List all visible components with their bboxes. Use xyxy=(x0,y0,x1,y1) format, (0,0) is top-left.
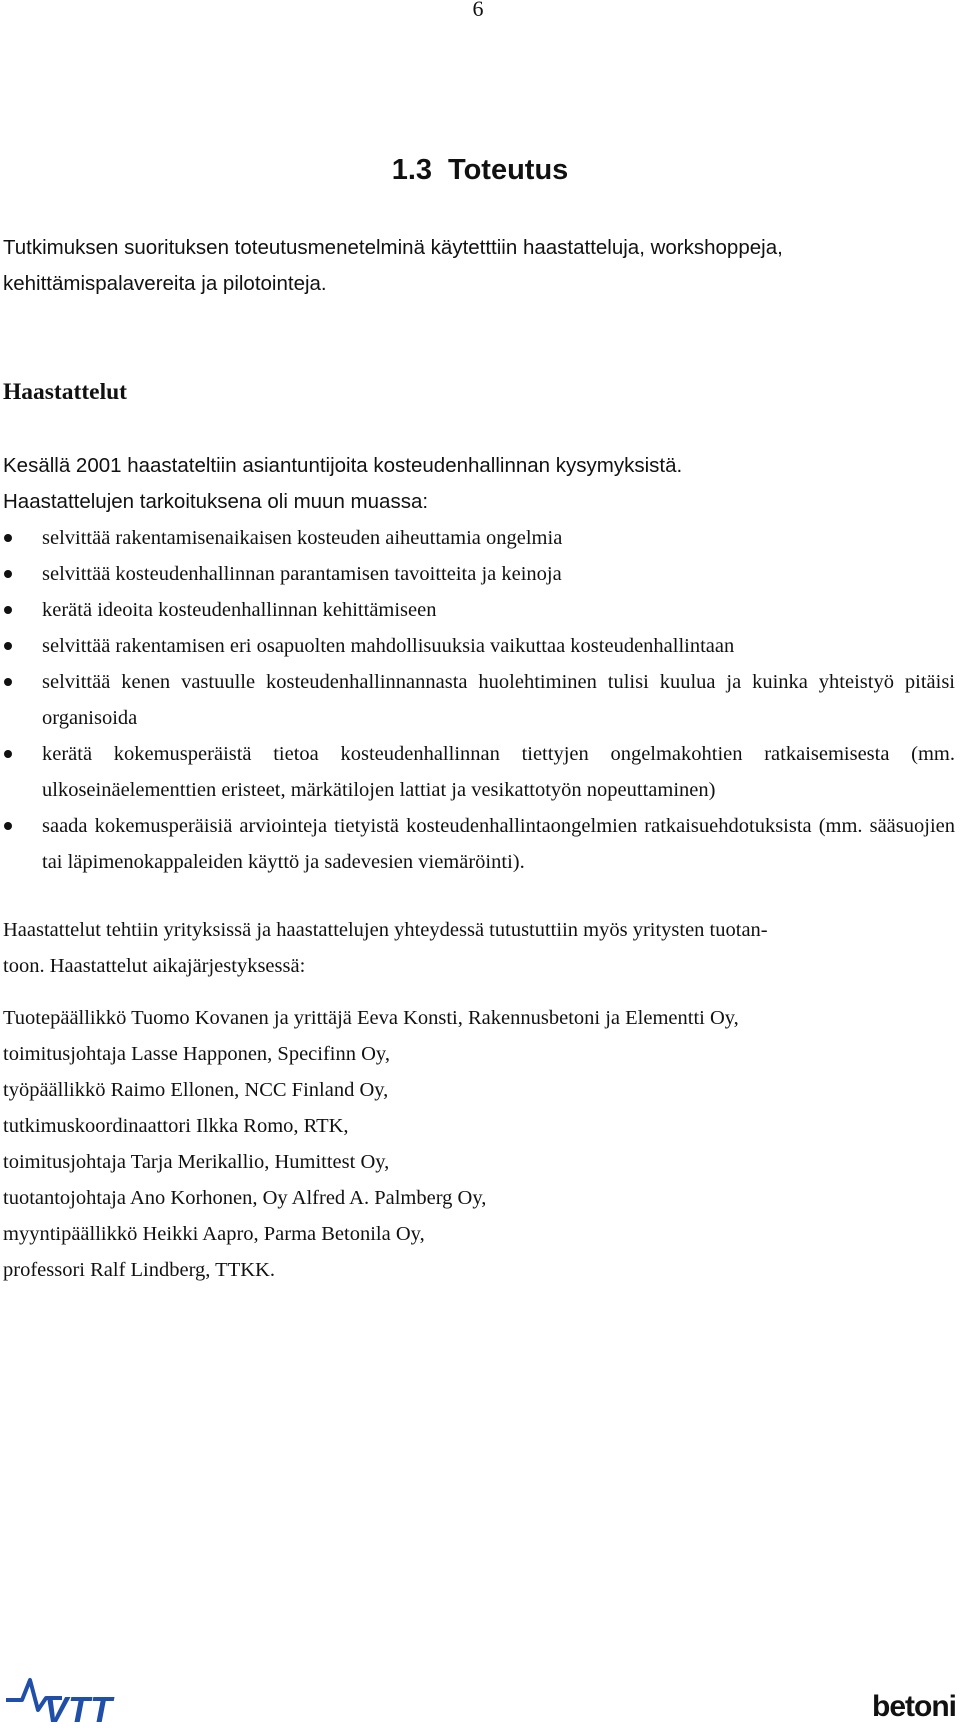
page-number: 6 xyxy=(472,0,484,21)
svg-text:VTT: VTT xyxy=(44,1689,112,1726)
closing-line: toon. Haastattelut aikajärjestyksessä: xyxy=(3,955,306,977)
kesalla-sentence: Kesällä 2001 haastateltiin asiantuntijoita kosteudenhallinnan kysymyksistä. xyxy=(3,454,683,477)
bullet-icon xyxy=(4,678,12,686)
list-item-text: saada kokemusperäisiä arviointeja tietyistä kosteudenhallintaongelmien ratkaisuehdotuksista (mm. sääsuojien tai läpimenokappaleiden käyttö ja sadevesien viemäröinti). xyxy=(42,815,955,873)
bullet-icon xyxy=(4,822,12,830)
closing-paragraph xyxy=(3,912,955,984)
list-item xyxy=(3,736,955,808)
closing-line: Haastattelut tehtiin yrityksissä ja haastattelujen yhteydessä tutustuttiin myös yritysten tuotan- xyxy=(3,919,768,941)
list-item xyxy=(3,808,955,880)
list-item-text: kerätä ideoita kosteudenhallinnan kehittämiseen xyxy=(42,599,437,621)
interviewee-line: Tuotepäällikkö Tuomo Kovanen ja yrittäjä Eeva Konsti, Rakennusbetoni ja Elementti Oy, xyxy=(3,1007,739,1029)
list-item xyxy=(3,664,955,736)
interviewee-list xyxy=(3,1000,955,1288)
list-item xyxy=(3,592,955,628)
interviewee-line: tuotantojohtaja Ano Korhonen, Oy Alfred A. Palmberg Oy, xyxy=(3,1187,487,1209)
intro-line: Tutkimuksen suorituksen toteutusmenetelminä käytetttiin haastatteluja, workshoppeja, xyxy=(3,236,783,259)
list-item-text: selvittää kenen vastuulle kosteudenhallinnannasta huolehtiminen tulisi kuulua ja kuinka yhteistyö pitäisi organisoida xyxy=(42,671,955,729)
bullet-icon xyxy=(4,606,12,614)
list-item-text: selvittää rakentamisenaikaisen kosteuden aiheuttamia ongelmia xyxy=(42,527,563,549)
purpose-list xyxy=(3,520,955,880)
section-heading xyxy=(0,154,960,187)
list-item-text: selvittää rakentamisen eri osapuolten mahdollisuuksia vaikuttaa kosteudenhallintaan xyxy=(42,635,735,657)
section-number: 1.3 xyxy=(391,154,433,186)
interviewee-line: toimitusjohtaja Lasse Happonen, Specifinn Oy, xyxy=(3,1043,390,1065)
interviewee-line: tutkimuskoordinaattori Ilkka Romo, RTK, xyxy=(3,1115,349,1137)
list-item xyxy=(3,520,955,556)
intro-paragraph xyxy=(3,230,955,302)
bullet-icon xyxy=(4,534,12,542)
bullet-icon xyxy=(4,642,12,650)
betoni-logo: betoni xyxy=(872,1690,956,1723)
interviewee-line: työpäällikkö Raimo Ellonen, NCC Finland Oy, xyxy=(3,1079,389,1101)
interviewee-line: myyntipäällikkö Heikki Aapro, Parma Betonila Oy, xyxy=(3,1223,425,1245)
bullet-icon xyxy=(4,750,12,758)
intro-line: kehittämispalavereita ja pilotointeja. xyxy=(3,272,327,295)
subheading: Haastattelut xyxy=(3,379,128,405)
interviewee-line: professori Ralf Lindberg, TTKK. xyxy=(3,1259,275,1281)
interviewee-line: toimitusjohtaja Tarja Merikallio, Humittest Oy, xyxy=(3,1151,390,1173)
vtt-logo xyxy=(4,1670,154,1726)
section-title: Toteutus xyxy=(448,154,569,186)
list-item-text: selvittää kosteudenhallinnan parantamisen tavoitteita ja keinoja xyxy=(42,563,562,585)
list-item-text: kerätä kokemusperäistä tietoa kosteudenhallinnan tiettyjen ongelmakohtien ratkaisemisesta (mm. ulkoseinäelementtien eristeet, märkätilojen lattiat ja vesikattotyön nopeuttaminen) xyxy=(42,743,955,801)
list-item xyxy=(3,556,955,592)
purpose-sentence: Haastattelujen tarkoituksena oli muun muassa: xyxy=(3,490,429,513)
list-item xyxy=(3,628,955,664)
bullet-icon xyxy=(4,570,12,578)
